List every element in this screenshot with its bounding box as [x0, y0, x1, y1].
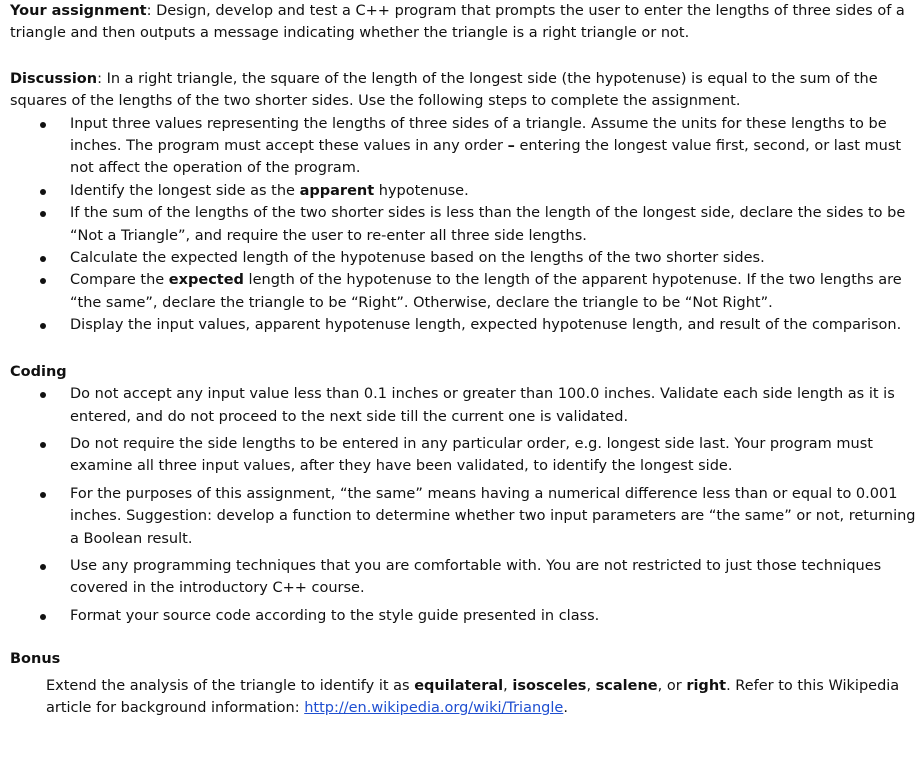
discussion-paragraph: [10, 68, 916, 113]
steps-list: [10, 113, 916, 337]
bullet-icon: [40, 211, 46, 217]
bonus-paragraph: Extend the analysis of the triangle to identify it as equilateral, isosceles, scalene, or right. Refer to this Wikipedia article for background information: http://en.wikipedia.org/wiki/Triangle.: [46, 677, 900, 716]
list-item: Do not require the side lengths to be entered in any particular order, e.g. longest side last. Your program must examine all three input values, after they have been validated, to identify the longest side.: [10, 433, 916, 478]
discussion-text: : In a right triangle, the square of the length of the longest side (the hypotenuse) is equal to the sum of the squares of the lengths of the two shorter sides. Use the following steps to complete the assignment.: [10, 70, 878, 110]
bullet-icon: [40, 564, 46, 570]
bullet-icon: [40, 392, 46, 398]
bullet-icon: [40, 323, 46, 329]
list-item: Identify the longest side as the apparent hypotenuse.: [10, 180, 916, 202]
bullet-icon: [40, 442, 46, 448]
assignment-label: Your assignment: [10, 3, 147, 19]
bullet-icon: [40, 492, 46, 498]
list-item: Display the input values, apparent hypotenuse length, expected hypotenuse length, and result of the comparison.: [10, 314, 916, 336]
list-item: For the purposes of this assignment, “the same” means having a numerical difference less than or equal to 0.001 inches. Suggestion: develop a function to determine whether two input parameters are “the same” or not, returning a Boolean result.: [10, 483, 916, 550]
coding-heading: Coding: [10, 363, 67, 380]
bullet-icon: [40, 278, 46, 284]
bullet-icon: [40, 189, 46, 195]
list-item: Do not accept any input value less than 0.1 inches or greater than 100.0 inches. Validate each side length as it is entered, and do not proceed to the next side till the current one is validated.: [10, 383, 916, 428]
bullet-icon: [40, 122, 46, 128]
list-item: If the sum of the lengths of the two shorter sides is less than the length of the longest side, declare the sides to be “Not a Triangle”, and require the user to re-enter all three side lengths.: [10, 202, 916, 247]
assignment-paragraph: [10, 0, 916, 45]
coding-list: [10, 383, 916, 627]
list-item: Use any programming techniques that you are comfortable with. You are not restricted to just those techniques covered in the introductory C++ course.: [10, 555, 916, 600]
list-item: Compare the expected length of the hypotenuse to the length of the apparent hypotenuse. If the two lengths are “the same”, declare the triangle to be “Right”. Otherwise, declare the triangle to be “Not Right”.: [10, 269, 916, 314]
wikipedia-link[interactable]: http://en.wikipedia.org/wiki/Triangle: [304, 699, 564, 716]
discussion-label: Discussion: [10, 70, 98, 87]
assignment-text: : Design, develop and test a C++ program that prompts the user to enter the lengths of three sides of a triangle and then outputs a message indicating whether the triangle is a right triangle or not.: [10, 3, 905, 42]
list-item: Format your source code according to the style guide presented in class.: [10, 605, 916, 627]
document: [10, 0, 916, 719]
list-item: Calculate the expected length of the hypotenuse based on the lengths of the two shorter sides.: [10, 247, 916, 269]
bonus-heading: Bonus: [10, 651, 61, 668]
bullet-icon: [40, 614, 46, 620]
list-item: Input three values representing the lengths of three sides of a triangle. Assume the units for these lengths to be inches. The program must accept these values in any order – entering the longest value first, second, or last must not affect the operation of the program.: [10, 113, 916, 180]
bullet-icon: [40, 256, 46, 262]
